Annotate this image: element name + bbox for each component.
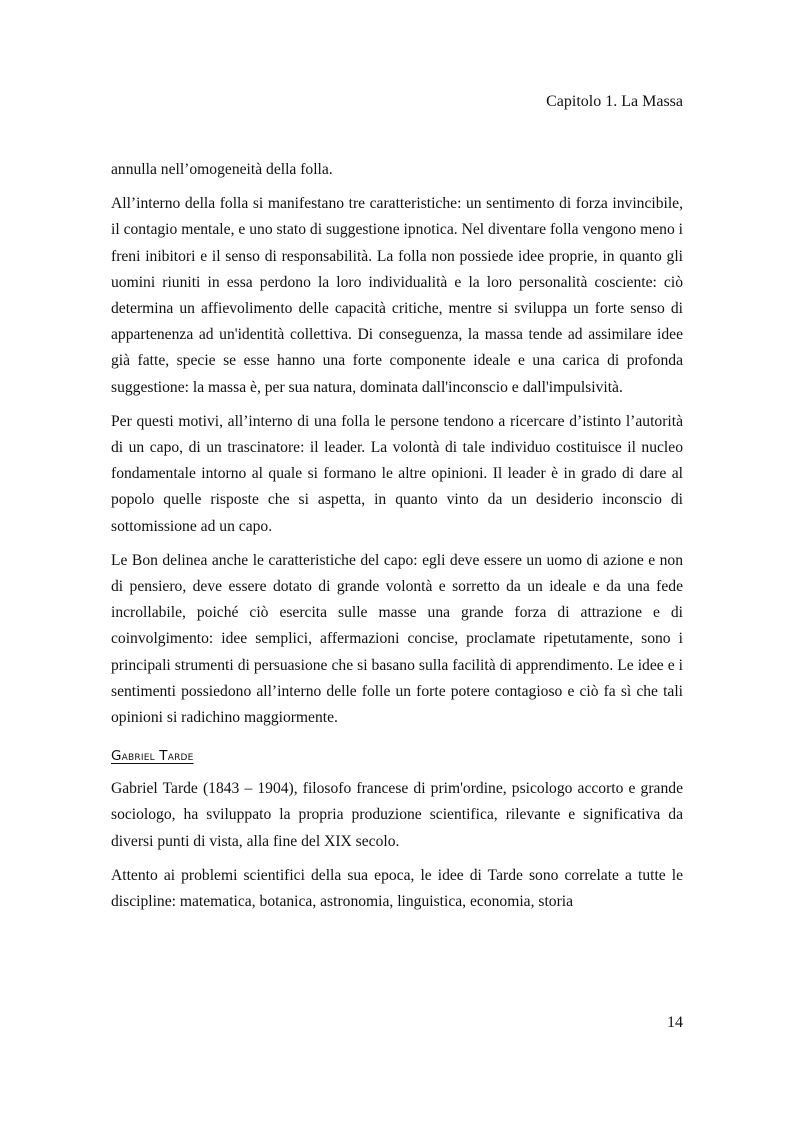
document-page — [111, 0, 683, 1123]
chapter-header: Capitolo 1. La Massa — [546, 93, 683, 110]
paragraph-crowd-characteristics: All’interno della folla si manifestano tre caratteristiche: un sentimento di forza invincibile, il contagio mentale, e uno stato di suggestione ipnotica. Nel diventare folla vengono meno i freni inibitori e il senso di responsabilità. La folla non possiede idee proprie, in quanto gli uomini riuniti in essa perdono la loro individualità e la loro personalità cosciente: ciò determina un affievolimento delle capacità critiche, mentre si sviluppa un forte senso di appartenenza ad un'identità collettiva. Di conseguenza, la massa tende ad assimilare idee già fatte, specie se esse hanno una forte componente ideale e una carica di profonda suggestione: la massa è, per sua natura, dominata dall'inconscio e dall'impulsività. — [111, 195, 683, 396]
page-number: 14 — [667, 1014, 683, 1031]
paragraph-continuation: annulla nell’omogeneità della folla. — [111, 161, 333, 178]
paragraph-leader: Per questi motivi, all’interno di una folla le persone tendono a ricercare d’istinto l’autorità di un capo, di un trascinatore: il leader. La volontà di tale individuo costituisce il nucleo fondamentale intorno al quale si formano le altre opinioni. Il leader è in grado di dare al popolo quelle risposte che si aspetta, in quanto vinto da un desiderio inconscio di sottomissione ad un capo. — [111, 412, 683, 535]
section-heading-gabriel-tarde: Gabriel Tarde — [111, 748, 194, 765]
body-text — [111, 157, 683, 923]
paragraph-le-bon-leader-traits: Le Bon delinea anche le caratteristiche del capo: egli deve essere un uomo di azione e non di pensiero, deve essere dotato di grande volontà e sorretto da un ideale e da una fede incrollabile, poiché ciò esercita sulle masse una grande forza di attrazione e di coinvolgimento: idee semplici, affermazioni concise, proclamate ripetutamente, sono i principali strumenti di persuasione che si basano sulla facilità di apprendimento. Le idee e i sentimenti possiedono all’interno delle folle un forte potere contagioso e ciò fa sì che tali opinioni si radichino maggiormente. — [111, 551, 683, 727]
paragraph-tarde-ideas: Attento ai problemi scientifici della sua epoca, le idee di Tarde sono correlate a tutte le discipline: matematica, botanica, astronomia, linguistica, economia, storia — [111, 866, 683, 911]
paragraph-tarde-intro: Gabriel Tarde (1843 – 1904), filosofo francese di prim'ordine, psicologo accorto e grande sociologo, ha sviluppato la propria produzione scientifica, rilevante e significativa da diversi punti di vista, alla fine del XIX secolo. — [111, 780, 683, 850]
